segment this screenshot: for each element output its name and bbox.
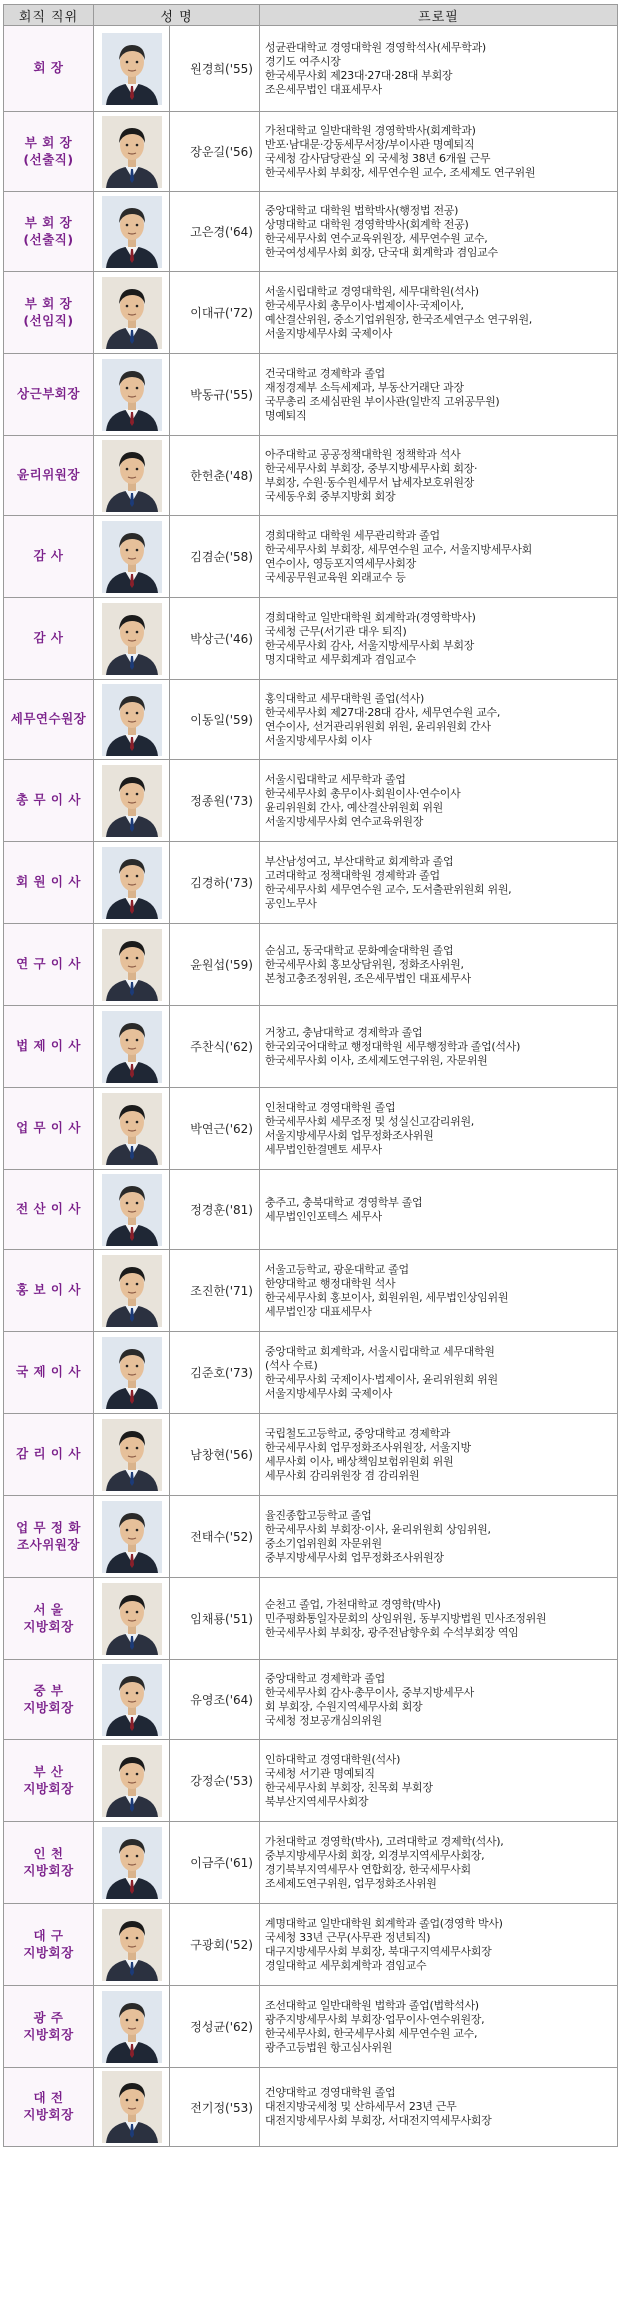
profile-line: 경기도 여주시장 — [265, 54, 341, 68]
member-name: 강정순('53) — [170, 1740, 260, 1822]
profile-line: 국세청 근무(서기관 대우 퇴직) — [265, 624, 407, 638]
profile-line: 명예퇴직 — [265, 408, 307, 422]
profile-line: 예산결산위원, 중소기업위원장, 한국조세연구소 연구위원, — [265, 312, 533, 326]
member-portrait-photo — [102, 2071, 162, 2143]
member-portrait-photo — [102, 765, 162, 837]
member-position-line2: 지방회장 — [23, 1699, 74, 1715]
member-profile — [260, 1986, 618, 2068]
profile-line: 한국세무사회 세무연수원 교수, 도서출판위원회 위원, — [265, 882, 512, 896]
member-photo-cell — [94, 1414, 170, 1496]
profile-line: 국세청 서기관 명예퇴직 — [265, 1766, 375, 1780]
member-position-line1: 인 천 — [33, 1845, 64, 1861]
member-position — [4, 842, 94, 924]
member-portrait-photo — [102, 1745, 162, 1817]
member-portrait-photo — [102, 1093, 162, 1165]
member-position — [4, 1904, 94, 1986]
member-profile — [260, 1414, 618, 1496]
member-position — [4, 1006, 94, 1088]
member-photo-cell — [94, 1740, 170, 1822]
profile-line: 서울시립대학교 세무학과 졸업 — [265, 772, 406, 786]
member-row — [4, 1170, 618, 1250]
member-name: 김겸순('58) — [170, 516, 260, 598]
member-name: 남창현('56) — [170, 1414, 260, 1496]
member-portrait-photo — [102, 1011, 162, 1083]
member-position-line1: 전 산 이 사 — [16, 1201, 81, 1217]
member-position — [4, 192, 94, 272]
profile-line: 가천대학교 경영학(박사), 고려대학교 경제학(석사), — [265, 1834, 504, 1848]
member-position — [4, 1332, 94, 1414]
profile-line: 세무사회 이사, 배상책임보험위원회 위원 — [265, 1454, 454, 1468]
roster-body — [4, 26, 618, 2147]
member-profile — [260, 26, 618, 112]
member-photo-cell — [94, 1660, 170, 1740]
member-position-line1: 서 울 — [33, 1601, 64, 1617]
member-position — [4, 112, 94, 192]
member-position-line1: 회 원 이 사 — [16, 874, 81, 890]
member-position-line1: 연 구 이 사 — [16, 956, 81, 972]
profile-line: 한국세무사회 제27대·28대 감사, 세무연수원 교수, — [265, 705, 501, 719]
member-position-line2: 지방회장 — [23, 1780, 74, 1796]
profile-line: 건국대학교 경제학과 졸업 — [265, 366, 385, 380]
member-row — [4, 842, 618, 924]
profile-line: 대구지방세무사회 부회장, 북대구지역세무사회장 — [265, 1944, 492, 1958]
member-photo-cell — [94, 354, 170, 436]
profile-line: 성균관대학교 경영대학원 경영학석사(세무학과) — [265, 40, 486, 54]
member-photo-cell — [94, 112, 170, 192]
profile-line: 연수이사, 영등포지역세무사회장 — [265, 556, 416, 570]
profile-line: 계명대학교 일반대학원 회계학과 졸업(경영학 박사) — [265, 1916, 503, 1930]
profile-line: 국무총리 조세심판원 부이사관(일반직 고위공무원) — [265, 394, 500, 408]
profile-line: 한국세무사회 제23대·27대·28대 부회장 — [265, 68, 453, 82]
member-position — [4, 680, 94, 760]
member-profile — [260, 598, 618, 680]
member-position-line1: 대 구 — [33, 1927, 64, 1943]
member-row — [4, 1578, 618, 1660]
member-position-line1: 세무연수원장 — [10, 711, 87, 727]
header-name-column: 성 명 — [94, 5, 260, 26]
profile-line: 서울지방세무사회 연수교육위원장 — [265, 814, 424, 828]
member-profile — [260, 760, 618, 842]
member-position-line1: 홍 보 이 사 — [16, 1282, 81, 1298]
profile-line: 세무법인장 대표세무사 — [265, 1304, 372, 1318]
member-profile — [260, 1740, 618, 1822]
member-name: 김경하('73) — [170, 842, 260, 924]
member-photo-cell — [94, 1250, 170, 1332]
member-photo-cell — [94, 924, 170, 1006]
member-portrait-photo — [102, 1255, 162, 1327]
member-photo-cell — [94, 1986, 170, 2068]
member-photo-cell — [94, 842, 170, 924]
profile-line: 한국세무사회 부회장, 세무연수원 교수, 조세제도 연구위원 — [265, 165, 536, 179]
member-portrait-photo — [102, 1991, 162, 2063]
member-photo-cell — [94, 680, 170, 760]
member-position-line2: 지방회장 — [23, 1944, 74, 1960]
profile-line: 순천고 졸업, 가천대학교 경영학(박사) — [265, 1597, 441, 1611]
member-row — [4, 1088, 618, 1170]
member-name: 김준호('73) — [170, 1332, 260, 1414]
member-portrait-photo — [102, 1583, 162, 1655]
profile-line: 세무사회 감리위원장 겸 감리위원 — [265, 1468, 420, 1482]
profile-line: 홍익대학교 세무대학원 졸업(석사) — [265, 691, 424, 705]
member-row — [4, 1660, 618, 1740]
profile-line: 한국세무사회 세무조정 및 성실신고감리위원, — [265, 1114, 474, 1128]
member-photo-cell — [94, 1006, 170, 1088]
member-name: 정성균('62) — [170, 1986, 260, 2068]
member-profile — [260, 1006, 618, 1088]
profile-line: 한양대학교 행정대학원 석사 — [265, 1276, 396, 1290]
member-row — [4, 354, 618, 436]
member-position-line1: 업 무 정 화 — [16, 1519, 81, 1535]
member-row — [4, 2068, 618, 2147]
member-row — [4, 1414, 618, 1496]
member-portrait-photo — [102, 1174, 162, 1246]
profile-line: 민주평화통일자문회의 상임위원, 동부지방법원 민사조정위원 — [265, 1611, 547, 1625]
member-name: 박상근('46) — [170, 598, 260, 680]
member-portrait-photo — [102, 33, 162, 105]
member-position-line1: 부 회 장 — [24, 214, 73, 230]
profile-line: 한국세무사회 부회장·이사, 윤리위원회 상임위원, — [265, 1522, 491, 1536]
member-row — [4, 516, 618, 598]
profile-line: 중앙대학교 경제학과 졸업 — [265, 1671, 385, 1685]
member-portrait-photo — [102, 847, 162, 919]
member-position — [4, 1250, 94, 1332]
member-row — [4, 760, 618, 842]
member-position-line1: 감 사 — [33, 548, 64, 564]
member-name: 조진한('71) — [170, 1250, 260, 1332]
member-position — [4, 924, 94, 1006]
member-photo-cell — [94, 1578, 170, 1660]
member-name: 주찬식('62) — [170, 1006, 260, 1088]
profile-line: 충주고, 충북대학교 경영학부 졸업 — [265, 1195, 423, 1209]
member-photo-cell — [94, 192, 170, 272]
member-position-line2: (선임직) — [23, 312, 74, 328]
profile-line: 세무법인인포텍스 세무사 — [265, 1209, 382, 1223]
profile-line: 대전지방세무사회 부회장, 서대전지역세무사회장 — [265, 2114, 492, 2127]
profile-line: 한국세무사회 홍보이사, 회원위원, 세무법인상임위원 — [265, 1290, 509, 1304]
member-position — [4, 1088, 94, 1170]
member-row — [4, 1904, 618, 1986]
member-row — [4, 1496, 618, 1578]
member-position — [4, 598, 94, 680]
member-name: 고은경('64) — [170, 192, 260, 272]
member-name: 이동일('59) — [170, 680, 260, 760]
member-profile — [260, 2068, 618, 2147]
member-photo-cell — [94, 1088, 170, 1170]
member-position-line1: 부 회 장 — [24, 134, 73, 150]
member-position-line1: 윤리위원장 — [17, 467, 80, 483]
member-position — [4, 760, 94, 842]
member-position-line1: 대 전 — [33, 2090, 64, 2106]
member-name: 한헌춘('48) — [170, 436, 260, 516]
member-row — [4, 1822, 618, 1904]
header-profile-column: 프로필 — [260, 5, 618, 26]
member-portrait-photo — [102, 359, 162, 431]
header-title-column: 회직 직위 — [4, 5, 94, 26]
profile-line: 재정경제부 소득세제과, 부동산거래단 과장 — [265, 380, 464, 394]
profile-line: 국세동우회 중부지방회 회장 — [265, 489, 396, 503]
member-row — [4, 272, 618, 354]
profile-line: 한국세무사회 부회장, 세무연수원 교수, 서울지방세무사회 — [265, 542, 533, 556]
profile-line: 경기북부지역세무사 연합회장, 한국세무사회 — [265, 1862, 471, 1876]
member-profile — [260, 516, 618, 598]
member-row — [4, 436, 618, 516]
member-position-line1: 국 제 이 사 — [16, 1364, 81, 1380]
member-name: 윤원섭('59) — [170, 924, 260, 1006]
member-position — [4, 2068, 94, 2147]
member-position-line1: 부 회 장 — [24, 295, 73, 311]
member-portrait-photo — [102, 196, 162, 268]
profile-line: 명지대학교 세무회계과 겸임교수 — [265, 652, 416, 666]
profile-line: 서울지방세무사회 국제이사 — [265, 1386, 393, 1400]
profile-line: 서울지방세무사회 이사 — [265, 733, 372, 747]
profile-line: 부산남성여고, 부산대학교 회계학과 졸업 — [265, 854, 454, 868]
member-name: 구광회('52) — [170, 1904, 260, 1986]
profile-line: 한국세무사회 연수교육위원장, 세무연수원 교수, — [265, 231, 488, 245]
member-profile — [260, 1250, 618, 1332]
profile-line: 한국세무사회, 한국세무사회 세무연수원 교수, — [265, 2026, 478, 2040]
member-name: 전기정('53) — [170, 2068, 260, 2147]
profile-line: 고려대학교 정책대학원 경제학과 졸업 — [265, 868, 440, 882]
profile-line: 아주대학교 공공정책대학원 정책학과 석사 — [265, 447, 461, 461]
profile-line: 한국세무사회 총무이사·회원이사·연수이사 — [265, 786, 461, 800]
profile-line: 공인노무사 — [265, 896, 317, 910]
profile-line: 윤리위원회 간사, 예산결산위원회 위원 — [265, 800, 444, 814]
member-profile — [260, 112, 618, 192]
member-photo-cell — [94, 1496, 170, 1578]
member-position-line1: 부 산 — [33, 1763, 64, 1779]
member-position-line2: 지방회장 — [23, 2026, 74, 2042]
member-profile — [260, 1496, 618, 1578]
member-portrait-photo — [102, 277, 162, 349]
member-position-line2: 지방회장 — [23, 1618, 74, 1634]
profile-line: 국립철도고등학교, 중앙대학교 경제학과 — [265, 1426, 451, 1440]
profile-line: 조은세무법인 대표세무사 — [265, 82, 382, 96]
profile-line: 국세청 정보공개심의위원 — [265, 1713, 382, 1727]
member-portrait-photo — [102, 116, 162, 188]
member-name: 임채룡('51) — [170, 1578, 260, 1660]
member-position-line2: 지방회장 — [23, 1862, 74, 1878]
member-portrait-photo — [102, 684, 162, 756]
member-name: 전태수('52) — [170, 1496, 260, 1578]
member-position-line1: 감 리 이 사 — [16, 1446, 81, 1462]
profile-line: 인하대학교 경영대학원(석사) — [265, 1752, 401, 1766]
member-row — [4, 192, 618, 272]
member-profile — [260, 272, 618, 354]
profile-line: 국세공무원교육원 외래교수 등 — [265, 570, 406, 584]
member-portrait-photo — [102, 603, 162, 675]
member-position — [4, 1578, 94, 1660]
profile-line: 서울고등학교, 광운대학교 졸업 — [265, 1262, 409, 1276]
profile-line: 순심고, 동국대학교 문화예술대학원 졸업 — [265, 943, 454, 957]
member-portrait-photo — [102, 521, 162, 593]
profile-line: 한국세무사회 이사, 조세제도연구위원, 자문위원 — [265, 1053, 488, 1067]
profile-line: 세무법인한결멘토 세무사 — [265, 1142, 382, 1156]
member-portrait-photo — [102, 1664, 162, 1736]
member-profile — [260, 1822, 618, 1904]
member-position-line1: 상근부회장 — [17, 386, 80, 402]
member-row — [4, 680, 618, 760]
member-row — [4, 1740, 618, 1822]
profile-line: 인천대학교 경영대학원 졸업 — [265, 1100, 396, 1114]
member-position — [4, 516, 94, 598]
member-profile — [260, 354, 618, 436]
member-profile — [260, 842, 618, 924]
member-name: 이금주('61) — [170, 1822, 260, 1904]
member-position — [4, 1822, 94, 1904]
member-position-line1: 감 사 — [33, 630, 64, 646]
member-position-line1: 광 주 — [33, 2009, 64, 2025]
member-position-line2: 조사위원장 — [17, 1536, 80, 1552]
member-position-line2: (선출직) — [23, 151, 74, 167]
profile-line: 북부산지역세무사회장 — [265, 1794, 369, 1808]
profile-line: 광주지방세무사회 부회장·업무이사·연수위원장, — [265, 2012, 485, 2026]
profile-line: 가천대학교 일반대학원 경영학박사(회계학과) — [265, 123, 476, 137]
member-profile — [260, 1660, 618, 1740]
profile-line: 한국세무사회 부회장, 광주전남향우회 수석부회장 역임 — [265, 1625, 519, 1639]
profile-line: 서울시립대학교 경영대학원, 세무대학원(석사) — [265, 284, 479, 298]
member-row — [4, 1250, 618, 1332]
member-photo-cell — [94, 598, 170, 680]
member-profile — [260, 1332, 618, 1414]
executive-roster-table — [3, 4, 618, 2147]
profile-line: 한국외국어대학교 행정대학원 세무행정학과 졸업(석사) — [265, 1039, 521, 1053]
profile-line: (석사 수료) — [265, 1358, 318, 1372]
member-position — [4, 1496, 94, 1578]
member-position — [4, 1414, 94, 1496]
member-photo-cell — [94, 1332, 170, 1414]
profile-line: 한국세무사회 홍보상담위원, 정화조사위원, — [265, 957, 464, 971]
member-position — [4, 1740, 94, 1822]
member-position-line1: 법 제 이 사 — [16, 1038, 81, 1054]
member-position-line1: 총 무 이 사 — [16, 792, 81, 808]
profile-line: 한국세무사회 감사, 서울지방세무사회 부회장 — [265, 638, 474, 652]
member-name: 박연근('62) — [170, 1088, 260, 1170]
member-profile — [260, 1170, 618, 1250]
member-row — [4, 924, 618, 1006]
profile-line: 조세제도연구위원, 업무정화조사위원 — [265, 1876, 437, 1890]
member-profile — [260, 1904, 618, 1986]
profile-line: 한국세무사회 부회장, 중부지방세무사회 회장· — [265, 461, 478, 475]
member-row — [4, 598, 618, 680]
member-photo-cell — [94, 2068, 170, 2147]
profile-line: 한국여성세무사회 회장, 단국대 회계학과 겸임교수 — [265, 245, 498, 259]
member-row — [4, 1332, 618, 1414]
profile-line: 율진종합고등학교 졸업 — [265, 1508, 372, 1522]
member-profile — [260, 192, 618, 272]
profile-line: 한국세무사회 감사·총무이사, 중부지방세무사 — [265, 1685, 474, 1699]
member-name: 정경훈('81) — [170, 1170, 260, 1250]
profile-line: 중소기업위원회 자문위원 — [265, 1536, 382, 1550]
profile-line: 본청고충조정위원, 조은세무법인 대표세무사 — [265, 971, 471, 985]
profile-line: 건양대학교 경영대학원 졸업 — [265, 2086, 396, 2099]
member-photo-cell — [94, 1822, 170, 1904]
member-photo-cell — [94, 760, 170, 842]
member-photo-cell — [94, 516, 170, 598]
member-name: 이대규('72) — [170, 272, 260, 354]
profile-line: 한국세무사회 업무정화조사위원장, 서울지방 — [265, 1440, 471, 1454]
member-row — [4, 112, 618, 192]
member-position-line2: (선출직) — [23, 231, 74, 247]
profile-line: 국세청 감사담당관실 외 국세청 38년 6개월 근무 — [265, 151, 491, 165]
member-position — [4, 354, 94, 436]
member-name: 박동규('55) — [170, 354, 260, 436]
member-position-line2: 지방회장 — [23, 2107, 74, 2122]
member-name: 정종원('73) — [170, 760, 260, 842]
profile-line: 경희대학교 대학원 세무관리학과 졸업 — [265, 528, 440, 542]
member-portrait-photo — [102, 1337, 162, 1409]
member-name: 장운길('56) — [170, 112, 260, 192]
profile-line: 중앙대학교 회계학과, 서울시립대학교 세무대학원 — [265, 1344, 495, 1358]
profile-line: 조선대학교 일반대학원 법학과 졸업(법학석사) — [265, 1998, 479, 2012]
member-portrait-photo — [102, 1501, 162, 1573]
member-photo-cell — [94, 1170, 170, 1250]
member-position-line1: 중 부 — [33, 1682, 64, 1698]
member-position — [4, 26, 94, 112]
member-position-line1: 회 장 — [33, 60, 64, 76]
profile-line: 한국세무사회 총무이사·법제이사·국제이사, — [265, 298, 464, 312]
profile-line: 광주고등법원 항고심사위원 — [265, 2040, 393, 2054]
member-portrait-photo — [102, 440, 162, 512]
member-profile — [260, 1088, 618, 1170]
member-row — [4, 1986, 618, 2068]
member-photo-cell — [94, 1904, 170, 1986]
member-position-line1: 업 무 이 사 — [16, 1120, 81, 1136]
member-position — [4, 272, 94, 354]
profile-line: 국세청 33년 근무(사무관 정년퇴직) — [265, 1930, 431, 1944]
profile-line: 서울지방세무사회 국제이사 — [265, 326, 393, 340]
profile-line: 경일대학교 세무회계학과 겸임교수 — [265, 1958, 427, 1972]
member-photo-cell — [94, 272, 170, 354]
profile-line: 경희대학교 일반대학원 회계학과(경영학박사) — [265, 610, 476, 624]
member-name: 유영조('64) — [170, 1660, 260, 1740]
profile-line: 거창고, 충남대학교 경제학과 졸업 — [265, 1025, 423, 1039]
profile-line: 연수이사, 선거관리위원회 위원, 윤리위원회 간사 — [265, 719, 491, 733]
profile-line: 반포·남대문·강동세무서장/부이사관 명예퇴직 — [265, 137, 475, 151]
member-profile — [260, 436, 618, 516]
profile-line: 중부지방세무사회 회장, 외경부지역세무사회장, — [265, 1848, 485, 1862]
member-profile — [260, 680, 618, 760]
member-position — [4, 436, 94, 516]
profile-line: 회 부회장, 수원지역세무사회 회장 — [265, 1699, 423, 1713]
member-profile — [260, 1578, 618, 1660]
profile-line: 한국세무사회 부회장, 친목회 부회장 — [265, 1780, 433, 1794]
profile-line: 서울지방세무사회 업무정화조사위원 — [265, 1128, 434, 1142]
profile-line: 부회장, 수원·동수원세무서 납세자보호위원장 — [265, 475, 474, 489]
profile-line: 대전지방국세청 및 산하세무서 23년 근무 — [265, 2100, 457, 2113]
member-row — [4, 26, 618, 112]
member-position — [4, 1986, 94, 2068]
profile-line: 중앙대학교 대학원 법학박사(행정법 전공) — [265, 203, 459, 217]
member-position — [4, 1660, 94, 1740]
profile-line: 상명대학교 대학원 경영학박사(회계학 전공) — [265, 217, 469, 231]
member-row — [4, 1006, 618, 1088]
member-photo-cell — [94, 436, 170, 516]
member-portrait-photo — [102, 1419, 162, 1491]
member-portrait-photo — [102, 1909, 162, 1981]
profile-line: 한국세무사회 국제이사·법제이사, 윤리위원회 위원 — [265, 1372, 498, 1386]
member-profile — [260, 924, 618, 1006]
member-photo-cell — [94, 26, 170, 112]
member-position — [4, 1170, 94, 1250]
profile-line: 중부지방세무사회 업무정화조사위원장 — [265, 1550, 444, 1564]
table-header-row — [4, 5, 618, 26]
member-name: 원경희('55) — [170, 26, 260, 112]
member-portrait-photo — [102, 1827, 162, 1899]
member-portrait-photo — [102, 929, 162, 1001]
